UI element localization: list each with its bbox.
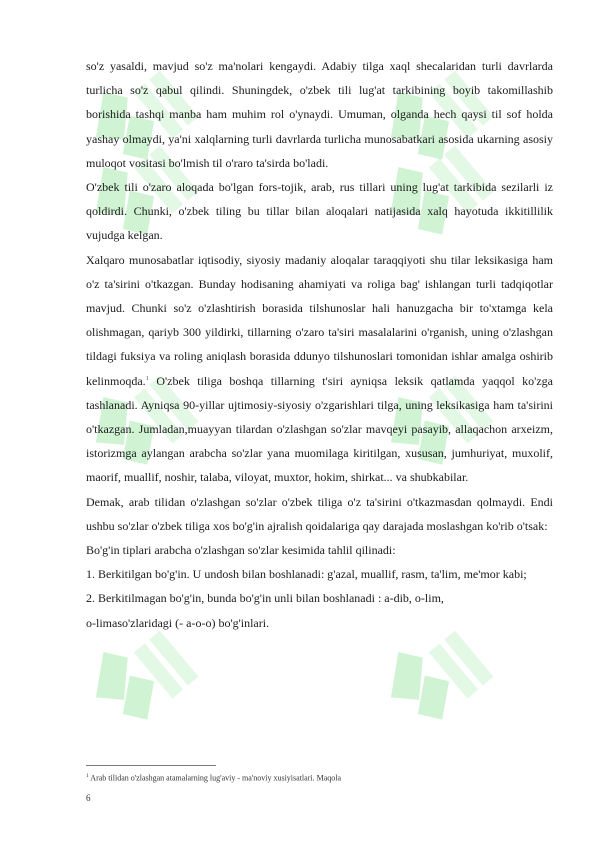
paragraph-8: o-limaso'zlaridagi (- a-o-o) bo'g'inlari.: [86, 615, 270, 630]
paragraph-5: Bo'g'in tiplari arabcha o'zlashgan so'zlar kesimida tahlil qilinadi:: [86, 543, 396, 558]
paragraph-2: O'zbek tili o'zaro aloqada bo'lgan fors-tojik, arab, rus tillari uning lug'at tarkibida sezilarli iz qoldirdi. Chunki, o'zbek tiling bu tillar bilan aloqalari natijasida xalq hayotuda ikkitillilik vujudga kelgan.: [86, 180, 553, 243]
footnote-text: Arab tilidan o'zlashgan atamalarning lug'aviy - ma'noviy xusiyisatlari. Maqola: [88, 773, 342, 783]
paragraph-3: [86, 248, 553, 490]
paragraph-3-part-2: O'zbek tiliga boshqa tillarning t'siri ayniqsa leksik qatlamda yaqqol ko'zga tashlanadi. Ayniqsa 90-yillar ujtimosiy-siyosiy o'zgarishlari tilga, uning leksikasiga ham ta'sirini o'tkazgan. Jumladan,muayyan tilardan o'zlashgan so'zlar mavqeyi pasayib, allaqachon arxeizm, istorizmga aylangan arabcha so'zlar yana muomilaga kiritilgan, xususan, jumhuriyat, muxolif, maorif, muallif, noshir, talaba, viloyat, muxtor, hokim, shirkat... va shubkabilar.: [86, 373, 553, 485]
paragraph-7: 2. Berkitilmagan bo'g'in, bunda bo'g'in unli bilan boshlanadi : a-dib, o-lim,: [86, 591, 444, 606]
page-number: 6: [86, 793, 91, 803]
paragraph-1: so'z yasaldi, mavjud so'z ma'nolari kengaydi. Adabiy tilga xaql shecalaridan turli davrlarda turlicha so'z qabul qilindi. Shuningdek, o'zbek tili lug'at tarkibining boyib takomillashib borishida tashqi manba ham muhim rol o'ynaydi. Umuman, olganda hech qaysi til sof holda yashay olmaydi, ya'ni xalqlarning turli davrlarda turlicha munosabatkari asosida ukarning asosiy muloqot vositasi bo'lmish til o'raro ta'sirda bo'ladi.: [86, 59, 553, 170]
footnote-mark: 1: [86, 773, 89, 779]
footnote: [86, 771, 553, 784]
paragraph-4: Demak, arab tilidan o'zlashgan so'zlar o'zbek tiliga o'z ta'sirini o'tkazmasdan qolmaydi. Endi ushbu so'zlar o'zbek tiliga xos bo'g'in ajralish qoidalariga qay darajada moslashgan ko'rib o'tsak:: [86, 494, 553, 533]
paragraph-3-part-1: Xalqaro munosabatlar iqtisodiy, siyosiy madaniy aloqalar taraqqiyoti shu tilar leksikasiga ham o'z ta'sirini o'tkazgan. Bunday hodisaning ahamiyati va roliga bag' ishlangan turli tadqiqotlar mavjud. Chunki so'z o'zlashtirish borasida tilshunoslar hali hanuzgacha bir to'xtamga kela olishmagan, qariyb 300 yildirki, tillarning o'zaro ta'siri masalalarini o'rganish, uning o'zlashgan tildagi fuksiya va roling aniqlash borasida ddunyo tilshunoslari tomonidan ishlar amalga oshirib kelinmoqda.: [86, 252, 553, 388]
paragraph-6: 1. Berkitilgan bo'g'in. U undosh bilan boshlanadi: g'azal, muallif, rasm, ta'lim, me'mor kabi;: [86, 567, 527, 582]
body-text: [86, 54, 553, 635]
footnote-reference[interactable]: 1: [145, 374, 149, 382]
footnote-divider: [86, 765, 216, 766]
